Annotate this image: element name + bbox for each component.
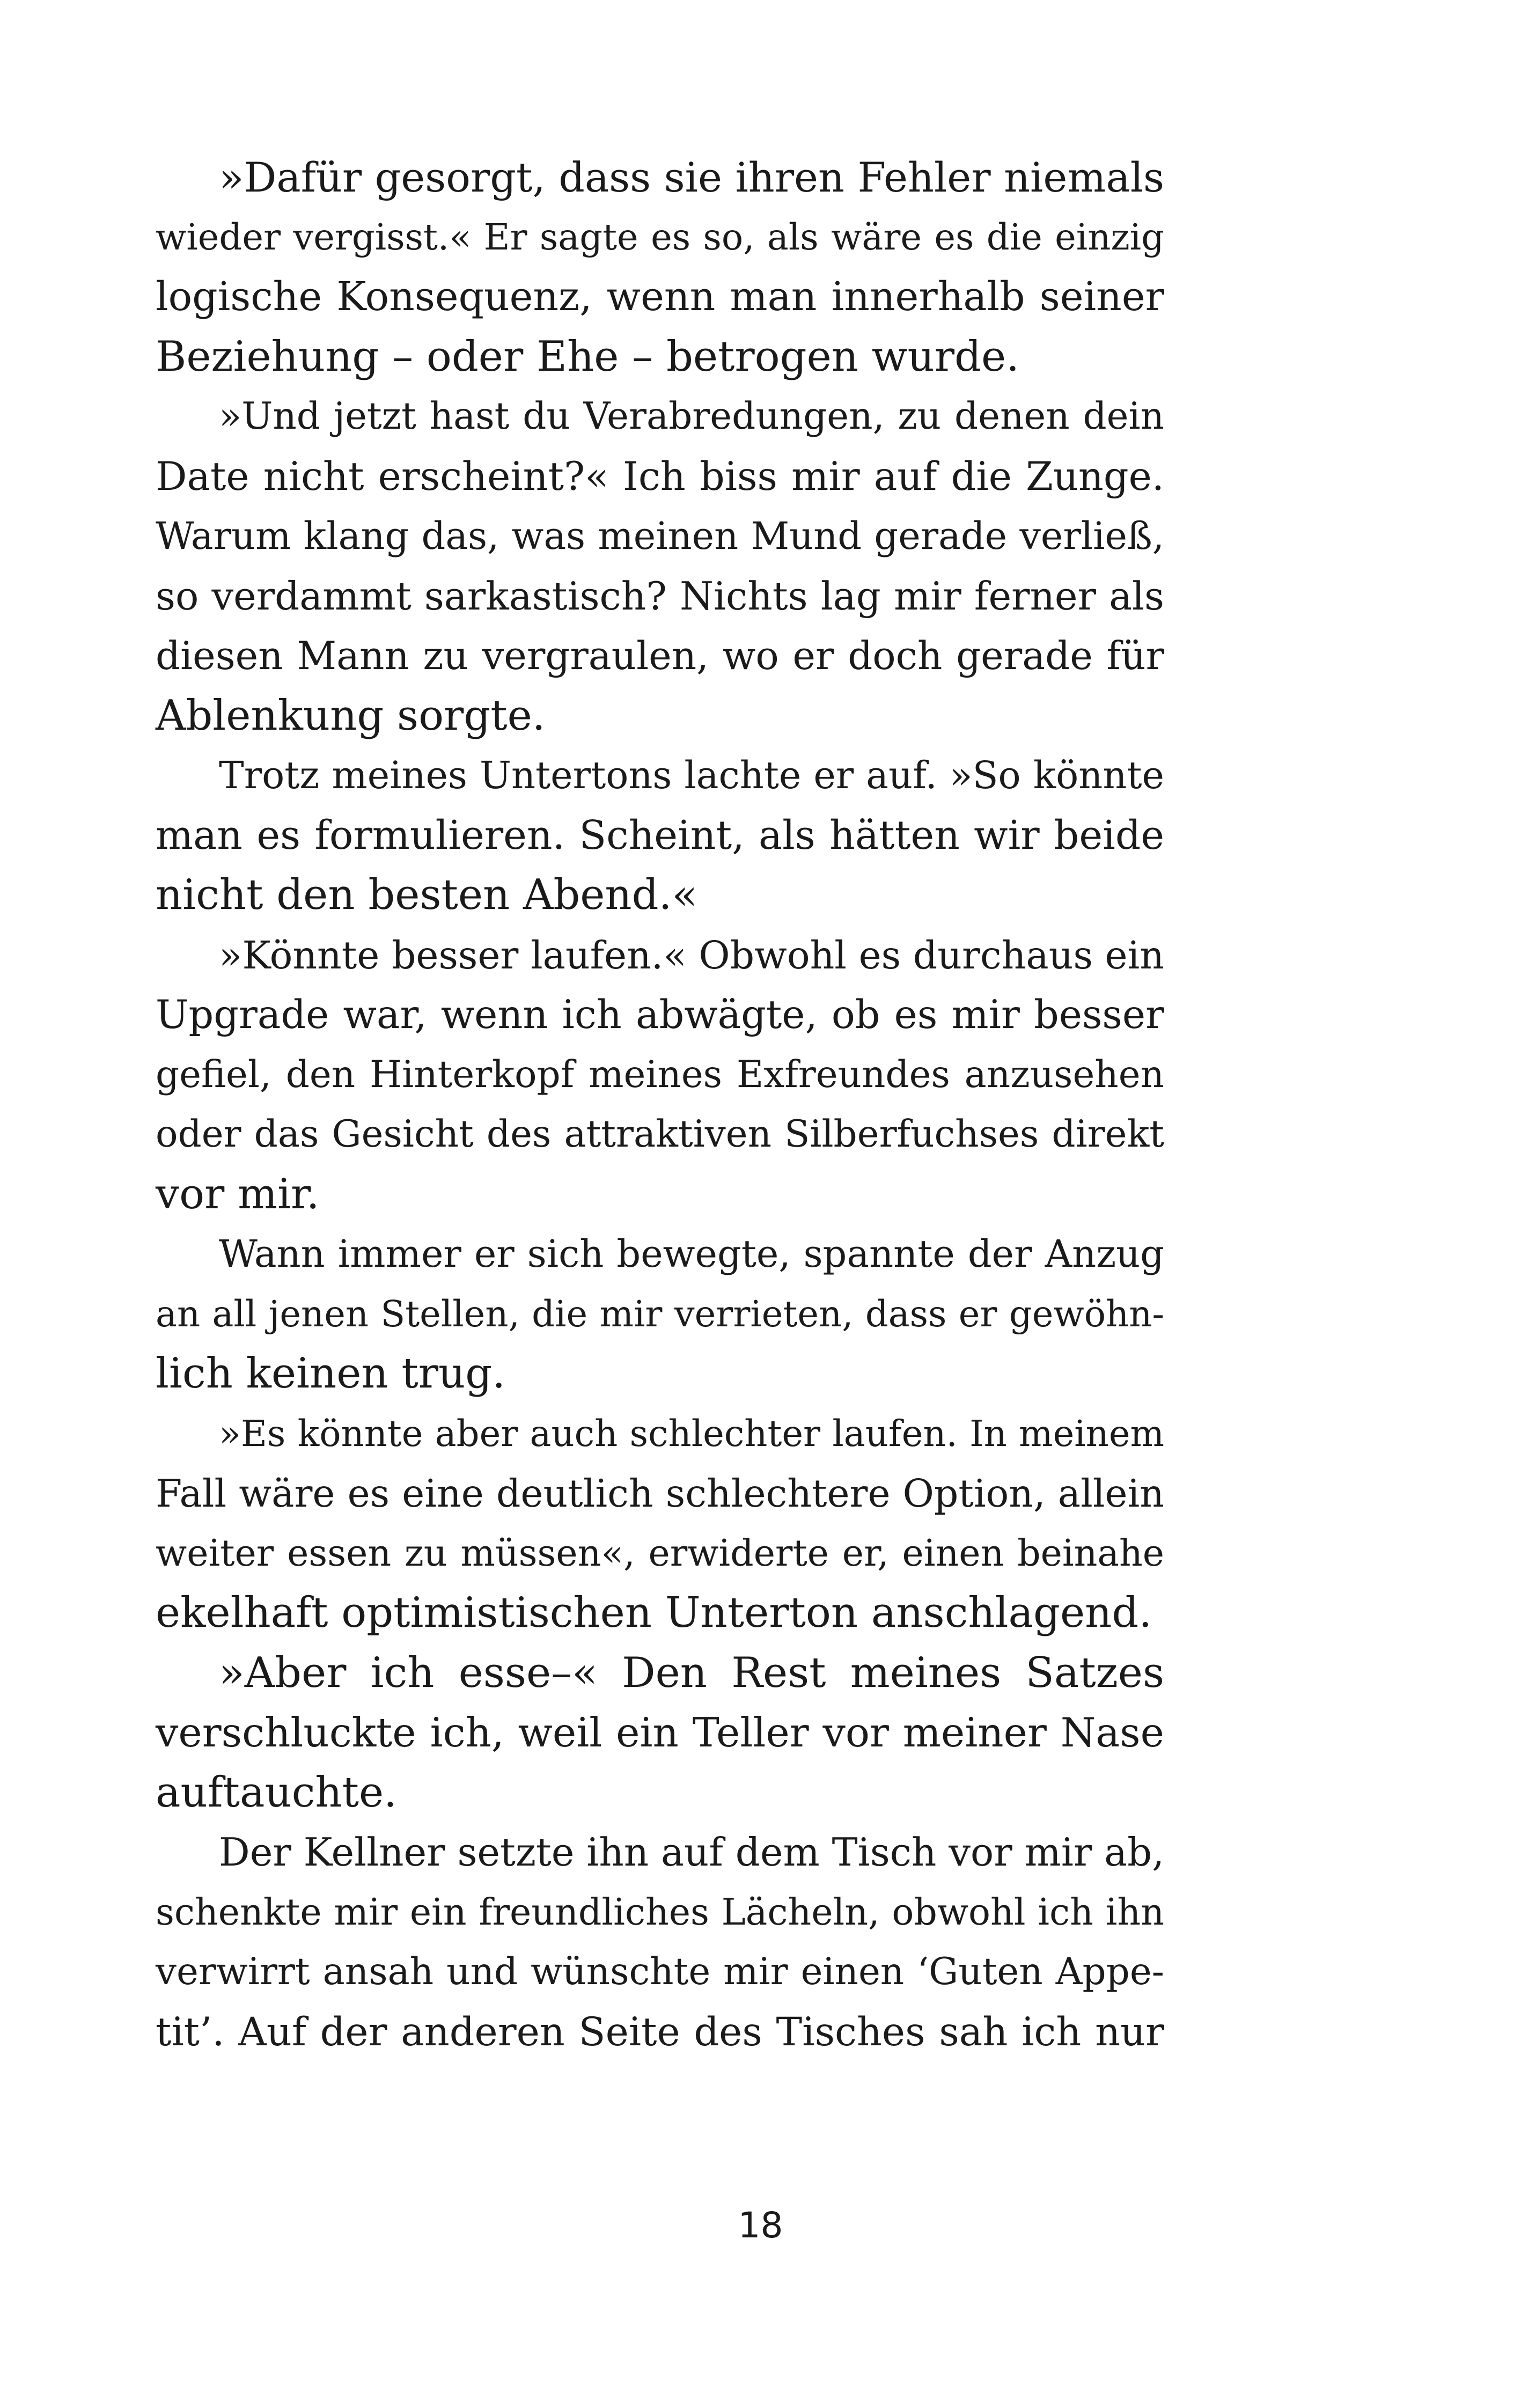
text-line: oder das Gesicht des attraktiven Silberfuchses direkt <box>156 1113 1164 1156</box>
text-line: verschluckte ich, weil ein Teller vor meiner Nase <box>156 1709 1164 1756</box>
text-line: Beziehung – oder Ehe – betrogen wurde. <box>156 332 1019 381</box>
text-line: schenkte mir ein freundliches Lächeln, obwohl ich ihn <box>156 1891 1164 1934</box>
text-line: »Aber ich esse–« Den Rest meines Satzes <box>219 1648 1164 1697</box>
page-number: 18 <box>738 2205 783 2246</box>
text-line: man es formulieren. Scheint, als hätten wir beide <box>156 812 1164 858</box>
text-line: nicht den besten Abend.« <box>156 871 698 919</box>
text-line: vor mir. <box>156 1170 320 1218</box>
text-line: »Dafür gesorgt, dass sie ihren Fehler niemals <box>219 153 1164 201</box>
text-line: weiter essen zu müssen«, erwiderte er, einen beinahe <box>156 1532 1164 1575</box>
text-line: verwirrt ansah und wünschte mir einen ‘Guten Appe- <box>156 1950 1164 1993</box>
text-line: Fall wäre es eine deutlich schlechtere Option, allein <box>156 1471 1164 1516</box>
text-line: Warum klang das, was meinen Mund gerade verließ, <box>156 514 1164 558</box>
text-line: logische Konsequenz, wenn man innerhalb seiner <box>156 274 1164 320</box>
text-line: Der Kellner setzte ihn auf dem Tisch vor mir ab, <box>219 1830 1165 1875</box>
text-line: Ablenkung sorgte. <box>156 691 546 740</box>
text-line: an all jenen Stellen, die mir verrieten, dass er gewöhn- <box>156 1293 1164 1335</box>
text-line: Upgrade war, wenn ich abwägte, ob es mir besser <box>156 992 1164 1038</box>
text-line: Trotz meines Untertons lachte er auf. »So könnte <box>219 753 1164 797</box>
text-line: Date nicht erscheint?« Ich biss mir auf die Zunge. <box>156 453 1164 500</box>
text-line: ekelhaft optimistischen Unterton anschlagend. <box>156 1589 1152 1637</box>
text-line: lich keinen trug. <box>156 1349 505 1398</box>
text-line: »Und jetzt hast du Verabredungen, zu denen dein <box>219 395 1164 438</box>
text-line: »Könnte besser laufen.« Obwohl es durchaus ein <box>219 933 1164 978</box>
text-line: »Es könnte aber auch schlechter laufen. In meinem <box>219 1412 1164 1455</box>
text-line: auftauchte. <box>156 1768 397 1817</box>
text-line: diesen Mann zu vergraulen, wo er doch gerade für <box>156 633 1164 678</box>
text-line: gefiel, den Hinterkopf meines Exfreundes anzusehen <box>156 1053 1164 1096</box>
text-line: Wann immer er sich bewegte, spannte der Anzug <box>219 1232 1164 1276</box>
body-text <box>156 148 1164 2062</box>
text-line: so verdammt sarkastisch? Nichts lag mir ferner als <box>156 573 1164 619</box>
text-line: tit’. Auf der anderen Seite des Tisches sah ich nur <box>156 2009 1164 2055</box>
text-line: wieder vergisst.« Er sagte es so, als wäre es die einzig <box>156 216 1164 258</box>
